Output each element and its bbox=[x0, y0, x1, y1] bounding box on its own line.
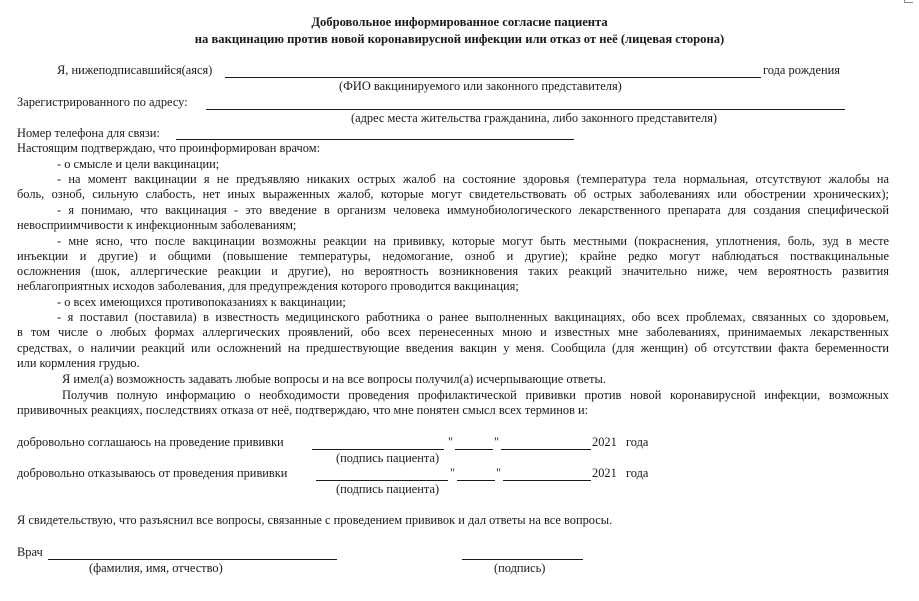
intro-text: Настоящим подтверждаю, что проинформирован врачом: bbox=[17, 141, 321, 155]
identity-prefix: Я, нижеподписавшийся(аяся) bbox=[57, 63, 213, 77]
item-reactions-line-3: осложнения (шок, аллергические реакции и другие), но вероятность возникновения таких реакций значительно ниже, чем вероятность развития bbox=[17, 264, 889, 278]
received-info-line-2: прививочных реакциях, последствиях отказа от неё, подтверждаю, что мне понятен смысл всех терминов и: bbox=[17, 403, 589, 417]
address-caption: (адрес места жительства гражданина, либо законного представителя) bbox=[351, 111, 718, 125]
phone-field[interactable] bbox=[176, 139, 574, 140]
refusal-quote-close: " bbox=[496, 466, 502, 480]
item-reactions-line-1: - мне ясно, что после вакцинации возможны реакции на прививку, которые могут быть местными (покраснения, уплотнения, боль, зуд в месте bbox=[57, 234, 889, 248]
item-informed-staff-line-1: - я поставил (поставила) в известность медицинского работника о ранее выполненных вакцинациях, обо всех проблемах, связанных со здоровьем, bbox=[57, 310, 889, 324]
address-label: Зарегистрированного по адресу: bbox=[17, 95, 188, 109]
doctor-label: Врач bbox=[17, 545, 43, 559]
refusal-signature-field[interactable] bbox=[316, 480, 448, 481]
refusal-month-field[interactable] bbox=[503, 480, 591, 481]
item-understanding-line-2: невосприимчивости к инфекционным заболеваниям; bbox=[17, 218, 297, 232]
doctor-signature-caption: (подпись) bbox=[494, 561, 546, 575]
item-purpose: - о смысле и цели вакцинации; bbox=[57, 157, 220, 171]
doctor-certification: Я свидетельствую, что разъяснил все вопросы, связанные с проведением прививок и дал ответы на все вопросы. bbox=[17, 513, 613, 527]
received-info-line-1: Получив полную информацию о необходимости проведения профилактической прививки против новой коронавирусной инфекции, возможных bbox=[62, 388, 889, 402]
full-name-field[interactable] bbox=[225, 77, 761, 78]
refusal-label: добровольно отказываюсь от проведения прививки bbox=[17, 466, 288, 480]
item-informed-staff-line-3: средствах, о наличии реакций или осложнений на предшествующие введения вакцин у меня. Сообщила (для женщин) об отсутствии факта беременности bbox=[17, 341, 889, 355]
consent-year-word: года bbox=[626, 435, 649, 449]
refusal-year: 2021 bbox=[592, 466, 617, 480]
form-title-line-2: на вакцинацию против новой коронавирусной инфекции или отказ от неё (лицевая сторона) bbox=[194, 32, 725, 46]
item-no-complaints-line-2: боль, озноб, сильную слабость, нет иных выраженных жалоб, которые могут свидетельствовать об острых заболеваниях или обострении хронических); bbox=[17, 187, 889, 201]
item-understanding-line-1: - я понимаю, что вакцинация - это введение в организм человека иммунобиологического лекарственного препарата для создания специфической bbox=[57, 203, 889, 217]
consent-month-field[interactable] bbox=[501, 449, 591, 450]
identity-suffix: года рождения bbox=[763, 63, 840, 77]
doctor-signature-field[interactable] bbox=[462, 559, 583, 560]
full-name-caption: (ФИО вакцинируемого или законного представителя) bbox=[339, 79, 622, 93]
consent-signature-caption: (подпись пациента) bbox=[336, 451, 440, 465]
consent-signature-field[interactable] bbox=[312, 449, 444, 450]
doctor-name-field[interactable] bbox=[48, 559, 337, 560]
questions-statement: Я имел(а) возможность задавать любые вопросы и на все вопросы получил(а) исчерпывающие ответы. bbox=[62, 372, 606, 386]
item-reactions-line-2: инъекции и другие) и общими (повышение температуры, недомогание, озноб и другие); крайне редко могут наблюдаться поствакцинальные bbox=[17, 249, 889, 263]
consent-quote-close: " bbox=[494, 435, 500, 449]
consent-label: добровольно соглашаюсь на проведение прививки bbox=[17, 435, 284, 449]
consent-quote-open: " bbox=[448, 435, 454, 449]
address-field[interactable] bbox=[206, 109, 845, 110]
refusal-day-field[interactable] bbox=[457, 480, 495, 481]
form-title-line-1: Добровольное информированное согласие пациента bbox=[311, 15, 608, 29]
item-informed-staff-line-2: в том числе о любых формах аллергических проявлений, обо всех перенесенных мною и известных мне заболеваниях, принимаемых лекарственных bbox=[17, 325, 889, 339]
consent-day-field[interactable] bbox=[455, 449, 493, 450]
refusal-signature-caption: (подпись пациента) bbox=[336, 482, 440, 496]
item-informed-staff-line-4: или кормления грудью. bbox=[17, 356, 140, 370]
refusal-quote-open: " bbox=[450, 466, 456, 480]
item-contraindications: - о всех имеющихся противопоказаниях к вакцинации; bbox=[57, 295, 346, 309]
item-reactions-line-4: неблагоприятных исходов заболевания, для предупреждения которого проводится вакцинация; bbox=[17, 279, 519, 293]
doctor-name-caption: (фамилия, имя, отчество) bbox=[89, 561, 223, 575]
phone-label: Номер телефона для связи: bbox=[17, 126, 160, 140]
item-no-complaints-line-1: - на момент вакцинации я не предъявляю никаких острых жалоб на состояние здоровья (температура тела нормальная, отсутствуют жалобы на bbox=[57, 172, 889, 186]
page-corner-mark bbox=[904, 0, 913, 3]
consent-year: 2021 bbox=[592, 435, 617, 449]
refusal-year-word: года bbox=[626, 466, 649, 480]
